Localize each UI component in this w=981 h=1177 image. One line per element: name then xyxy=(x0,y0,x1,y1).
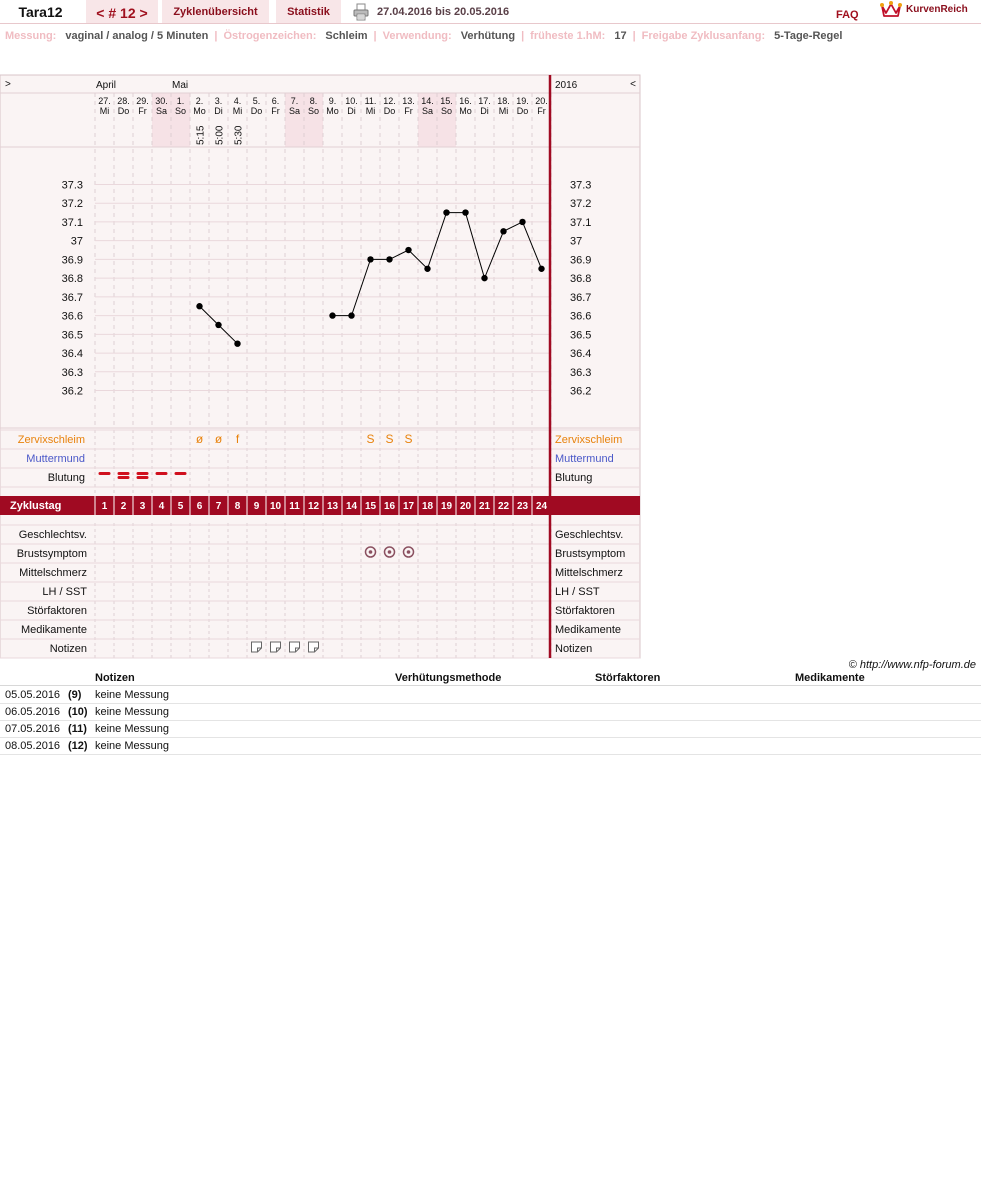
cycle-day-number: 23 xyxy=(516,501,529,512)
date-label: 8. xyxy=(309,96,318,106)
row-label-right: Geschlechtsv. xyxy=(555,529,624,541)
cycle-day-number: 3 xyxy=(139,501,146,512)
notes-date: 08.05.2016 xyxy=(5,740,61,752)
temperature-point xyxy=(538,266,544,272)
row-label-bottom: Medikamente xyxy=(20,624,87,636)
y-tick-label: 37 xyxy=(70,235,83,248)
time-label: 5:00 xyxy=(214,125,226,145)
logo-text: KurvenReich xyxy=(906,4,968,15)
row-label-blutung: Blutung xyxy=(47,472,85,484)
row-label-right: Medikamente xyxy=(555,624,622,636)
notes-day: (12) xyxy=(68,740,88,752)
cycle-day-number: 2 xyxy=(120,501,127,512)
info-label: Messung: xyxy=(5,30,57,42)
cycle-day-number: 5 xyxy=(177,501,184,512)
weekday-label: Mo xyxy=(193,106,206,116)
y-tick-label-right: 36.4 xyxy=(570,348,592,361)
table-row xyxy=(0,704,981,721)
date-label: 3. xyxy=(214,96,223,106)
info-value: vaginal / analog / 5 Minuten xyxy=(65,30,209,42)
cycle-day-number: 16 xyxy=(383,501,396,512)
row-label-right: Brustsymptom xyxy=(555,548,626,560)
info-separator: | xyxy=(521,30,525,42)
table-row xyxy=(0,721,981,738)
weekday-label: Do xyxy=(516,106,529,116)
cycle-navigator[interactable]: < # 12 > xyxy=(86,0,158,23)
cycle-day-number: 17 xyxy=(402,501,415,512)
date-label: 18. xyxy=(497,96,510,106)
y-tick-label-right: 37.1 xyxy=(570,216,592,229)
info-value: 17 xyxy=(614,30,627,42)
temperature-point xyxy=(386,256,392,262)
notes-note: keine Messung xyxy=(95,706,169,718)
weekday-label: Mo xyxy=(459,106,472,116)
cycle-day-number: 13 xyxy=(326,501,339,512)
y-tick-label-right: 37.3 xyxy=(570,179,592,192)
date-label: 12. xyxy=(383,96,396,106)
time-label: 5:30 xyxy=(233,125,245,145)
weekday-label: Fr xyxy=(404,106,413,116)
date-label: 19. xyxy=(516,96,529,106)
y-tick-label: 36.9 xyxy=(61,254,83,267)
y-tick-label-right: 36.6 xyxy=(570,310,592,323)
weekday-label: Do xyxy=(250,106,263,116)
weekday-label: Di xyxy=(214,106,223,116)
y-tick-label: 36.6 xyxy=(61,310,83,323)
temperature-point xyxy=(481,275,487,281)
row-label-zervixschleim: Zervixschleim xyxy=(17,434,85,446)
weekday-label: Mi xyxy=(99,106,110,116)
row-label-right: Mittelschmerz xyxy=(555,567,623,579)
cycle-overview-button[interactable]: Zyklenübersicht xyxy=(162,0,269,23)
weekday-label: Di xyxy=(347,106,356,116)
cycle-day-number: 22 xyxy=(497,501,510,512)
y-tick-label-right: 37.2 xyxy=(570,198,592,211)
notes-day: (9) xyxy=(68,689,82,701)
weekday-label: So xyxy=(307,106,320,116)
nav-next-arrow: < xyxy=(630,79,636,90)
date-label: 7. xyxy=(290,96,299,106)
cycle-day-label: Zyklustag xyxy=(10,500,62,512)
date-label: 16. xyxy=(459,96,472,106)
cycle-day-number: 20 xyxy=(459,501,472,512)
weekday-label: Sa xyxy=(421,106,434,116)
date-label: 10. xyxy=(345,96,358,106)
info-label: Östrogenzeichen: xyxy=(223,30,317,42)
notes-date: 06.05.2016 xyxy=(5,706,61,718)
date-label: 2. xyxy=(195,96,204,106)
breast-symptom-dot xyxy=(388,550,392,554)
row-label-right: Notizen xyxy=(555,643,593,655)
date-label: 9. xyxy=(328,96,337,106)
y-tick-label-right: 36.9 xyxy=(570,254,592,267)
row-label-bottom: LH / SST xyxy=(42,586,87,598)
weekday-label: Do xyxy=(383,106,396,116)
notes-note: keine Messung xyxy=(95,740,169,752)
info-value: 5-Tage-Regel xyxy=(774,30,843,42)
bleeding-mark xyxy=(99,472,111,475)
row-label-right: LH / SST xyxy=(555,586,600,598)
date-label: 30. xyxy=(155,96,168,106)
y-tick-label: 37.3 xyxy=(61,179,83,192)
y-tick-label-right: 37 xyxy=(570,235,583,248)
cycle-day-number: 10 xyxy=(269,501,282,512)
temperature-point xyxy=(215,322,221,328)
row-label-bottom: Notizen xyxy=(49,643,87,655)
y-tick-label-right: 36.5 xyxy=(570,329,592,342)
date-label: 29. xyxy=(136,96,149,106)
date-label: 28. xyxy=(117,96,130,106)
date-label: 11. xyxy=(364,96,377,106)
info-value: Schleim xyxy=(325,30,368,42)
cycle-day-number: 4 xyxy=(158,501,165,512)
notes-day: (10) xyxy=(68,706,88,718)
weekday-label: Di xyxy=(480,106,489,116)
statistics-button[interactable]: Statistik xyxy=(276,0,341,23)
date-range: 27.04.2016 bis 20.05.2016 xyxy=(377,6,510,18)
weekday-label: Mi xyxy=(232,106,243,116)
time-label: 5:15 xyxy=(195,125,207,145)
row-label-bottom: Geschlechtsv. xyxy=(18,529,87,541)
temperature-point xyxy=(196,303,202,309)
faq-link[interactable]: FAQ xyxy=(836,9,859,21)
bleeding-mark xyxy=(118,476,130,479)
date-label: 6. xyxy=(271,96,280,106)
temperature-point xyxy=(443,209,449,215)
date-label: 1. xyxy=(176,96,185,106)
date-label: 15. xyxy=(440,96,453,106)
y-tick-label-right: 36.7 xyxy=(570,291,592,304)
row-label-right: Zervixschleim xyxy=(555,434,623,446)
table-row xyxy=(0,738,981,755)
temperature-point xyxy=(519,219,525,225)
date-label: 20. xyxy=(535,96,548,106)
y-tick-label: 37.1 xyxy=(61,216,83,229)
weekday-label: Fr xyxy=(271,106,280,116)
info-separator: | xyxy=(632,30,636,42)
info-label: Freigabe Zyklusanfang: xyxy=(641,30,766,42)
cycle-day-number: 12 xyxy=(307,501,320,512)
temperature-point xyxy=(462,209,468,215)
row-label-bottom: Mittelschmerz xyxy=(19,567,87,579)
notes-note: keine Messung xyxy=(95,723,169,735)
cycle-day-number: 19 xyxy=(440,501,453,512)
breast-symptom-dot xyxy=(407,550,411,554)
weekday-label: Fr xyxy=(138,106,147,116)
info-label: Verwendung: xyxy=(382,30,452,42)
cycle-day-number: 18 xyxy=(421,501,434,512)
bleeding-mark xyxy=(137,472,149,475)
bleeding-mark xyxy=(175,472,187,475)
cervix-mark: S xyxy=(385,432,394,446)
temperature-point xyxy=(424,266,430,272)
bleeding-mark xyxy=(156,472,168,475)
weekday-label: Do xyxy=(117,106,130,116)
cycle-day-number: 7 xyxy=(215,501,222,512)
cycle-day-number: 15 xyxy=(364,501,377,512)
row-label-right: Blutung xyxy=(555,472,593,484)
temperature-point xyxy=(348,312,354,318)
y-tick-label: 36.4 xyxy=(61,348,83,361)
weekday-label: So xyxy=(174,106,187,116)
breast-symptom-dot xyxy=(369,550,373,554)
y-tick-label-right: 36.2 xyxy=(570,385,592,398)
weekday-label: So xyxy=(440,106,453,116)
cervix-mark: S xyxy=(366,432,375,446)
cycle-day-number: 9 xyxy=(253,501,260,512)
cervix-mark: f xyxy=(235,432,240,446)
notes-header: Notizen xyxy=(95,672,135,684)
y-tick-label-right: 36.3 xyxy=(570,366,592,379)
temperature-point xyxy=(367,256,373,262)
weekday-label: Fr xyxy=(537,106,546,116)
row-label-right: Muttermund xyxy=(555,453,614,465)
temperature-point xyxy=(405,247,411,253)
info-value: Verhütung xyxy=(460,30,516,42)
year-label: 2016 xyxy=(555,80,578,91)
notes-header-rule xyxy=(0,685,981,686)
y-tick-label: 36.2 xyxy=(61,385,83,398)
month-label: April xyxy=(96,80,117,91)
info-separator: | xyxy=(214,30,218,42)
date-label: 17. xyxy=(478,96,491,106)
notes-header: Medikamente xyxy=(795,672,865,684)
bleeding-mark xyxy=(137,476,149,479)
date-label: 14. xyxy=(421,96,434,106)
nav-prev-arrow: > xyxy=(5,79,11,90)
cycle-day-number: 11 xyxy=(289,501,300,512)
row-label-right: Störfaktoren xyxy=(555,605,615,617)
month-label: Mai xyxy=(172,80,189,91)
cervix-mark: S xyxy=(404,432,413,446)
notes-note: keine Messung xyxy=(95,689,169,701)
user-name: Tara12 xyxy=(18,4,63,20)
info-separator: | xyxy=(373,30,377,42)
date-label: 27. xyxy=(98,96,111,106)
notes-header: Verhütungsmethode xyxy=(395,672,502,684)
cycle-day-number: 21 xyxy=(478,501,491,512)
y-tick-label: 36.5 xyxy=(61,329,83,342)
row-label-muttermund: Muttermund xyxy=(26,453,85,465)
y-tick-label: 36.3 xyxy=(61,366,83,379)
cervix-mark: ø xyxy=(195,432,204,446)
table-row xyxy=(0,687,981,704)
temperature-point xyxy=(500,228,506,234)
info-label: früheste 1.hM: xyxy=(530,30,606,42)
date-label: 5. xyxy=(252,96,261,106)
weekday-label: Sa xyxy=(155,106,168,116)
notes-day: (11) xyxy=(68,723,87,735)
cervix-mark: ø xyxy=(214,432,223,446)
notes-date: 07.05.2016 xyxy=(5,723,61,735)
weekday-label: Sa xyxy=(288,106,301,116)
cycle-day-number: 8 xyxy=(234,501,241,512)
bleeding-mark xyxy=(118,472,130,475)
weekday-label: Mi xyxy=(498,106,509,116)
cycle-day-number: 6 xyxy=(196,501,203,512)
temperature-point xyxy=(234,341,240,347)
weekday-label: Mo xyxy=(326,106,339,116)
cycle-day-number: 1 xyxy=(101,501,108,512)
y-tick-label-right: 36.8 xyxy=(570,273,592,286)
notes-header: Störfaktoren xyxy=(595,672,661,684)
weekday-label: Mi xyxy=(365,106,376,116)
date-label: 4. xyxy=(233,96,242,106)
cycle-day-number: 24 xyxy=(535,501,548,512)
cycle-day-band-right xyxy=(551,496,640,515)
y-tick-label: 37.2 xyxy=(61,198,83,211)
row-label-bottom: Störfaktoren xyxy=(27,605,87,617)
cycle-day-number: 14 xyxy=(345,501,358,512)
y-tick-label: 36.7 xyxy=(61,291,83,304)
chart-background xyxy=(0,75,640,658)
notes-date: 05.05.2016 xyxy=(5,689,61,701)
row-label-bottom: Brustsymptom xyxy=(16,548,87,560)
y-tick-label: 36.8 xyxy=(61,273,83,286)
date-label: 13. xyxy=(402,96,415,106)
copyright[interactable]: © http://www.nfp-forum.de xyxy=(848,659,976,671)
temperature-point xyxy=(329,312,335,318)
